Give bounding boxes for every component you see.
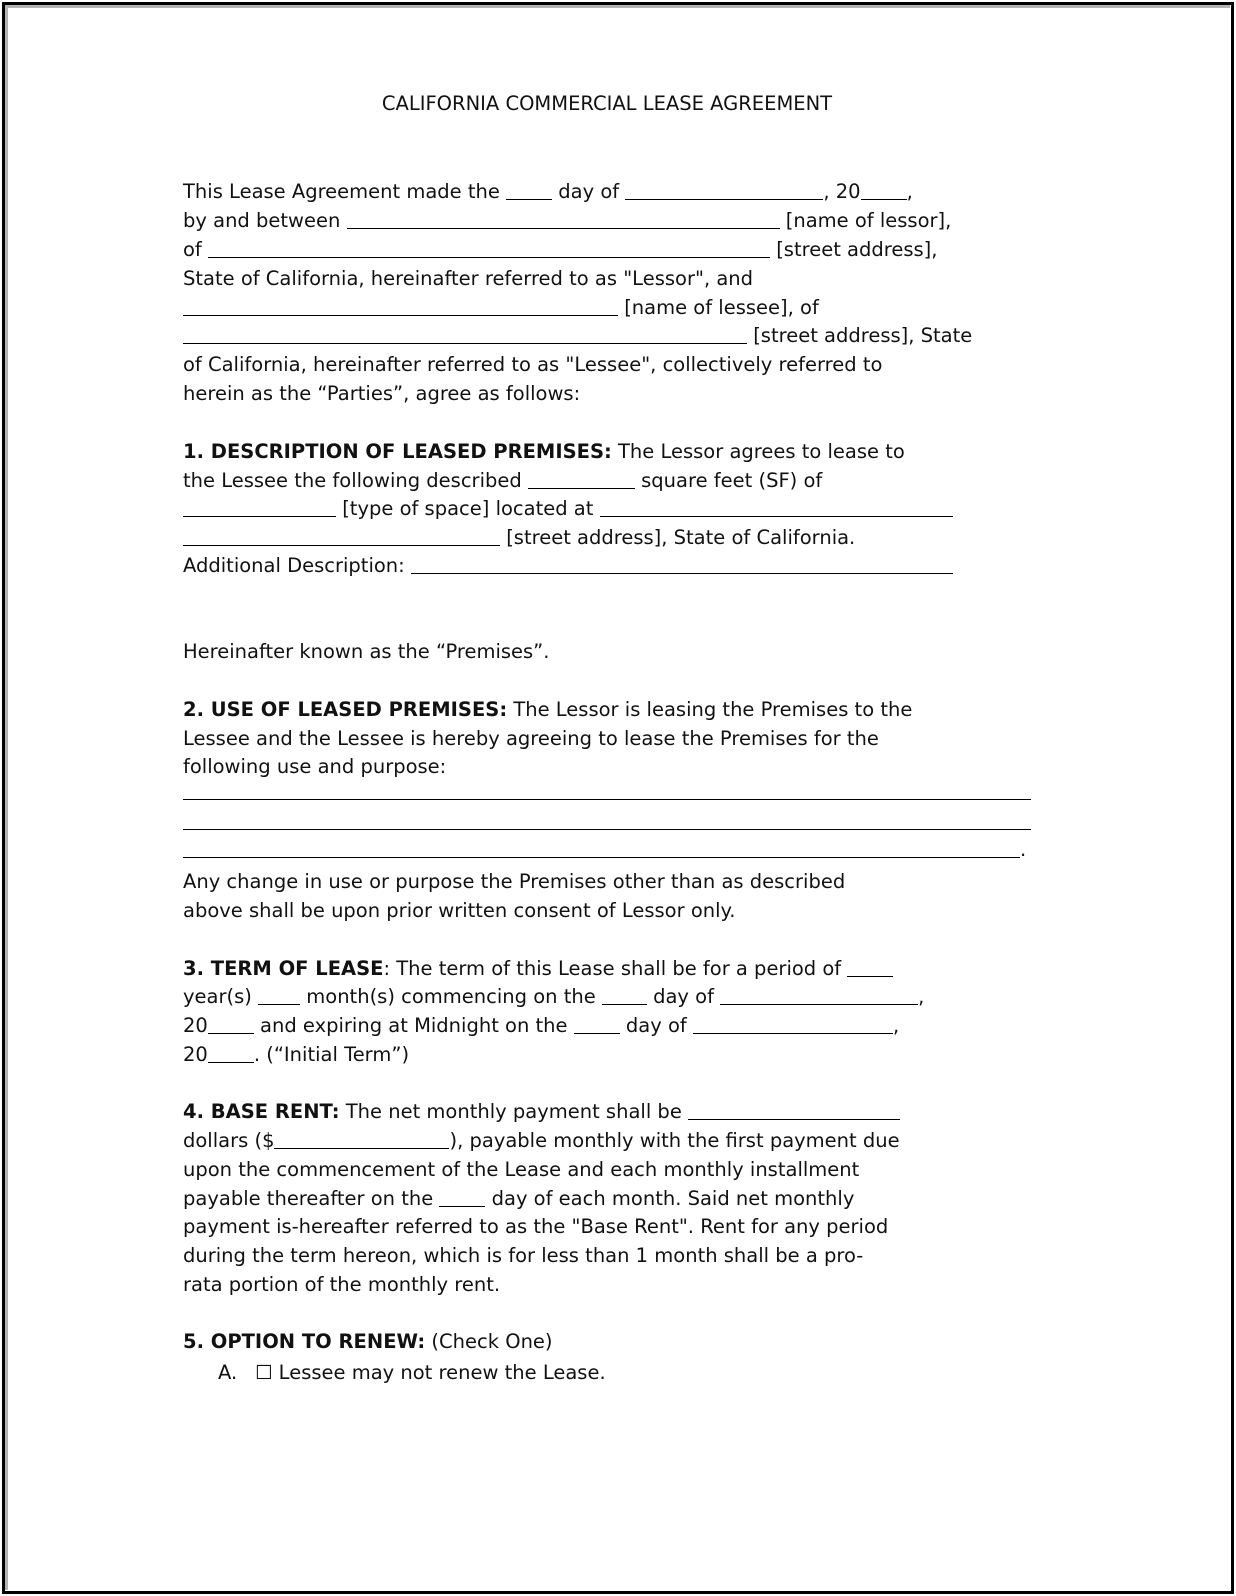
text: day of [552, 180, 626, 203]
intro-line: State of California, hereinafter referred to as "Lessor", and [183, 267, 754, 290]
text: , [906, 180, 913, 203]
blank-rent-day[interactable] [439, 1205, 485, 1207]
text: , 20 [823, 180, 861, 203]
section-1-heading: 1. DESCRIPTION OF LEASED PREMISES: [183, 440, 612, 463]
section-2-line [183, 810, 1031, 834]
blank-rent-words[interactable] [688, 1118, 900, 1120]
section-2-line [183, 698, 912, 722]
intro-line [183, 238, 937, 262]
section-3-line [183, 985, 924, 1009]
section-1-line [183, 469, 822, 493]
text: 20 [183, 1043, 208, 1066]
text: [street address], State [747, 324, 973, 347]
blank-term-months[interactable] [258, 1003, 300, 1005]
text: dollars ($ [183, 1129, 275, 1152]
text: The net monthly payment shall be [339, 1100, 689, 1123]
text: [type of space] located at [336, 497, 600, 520]
text: : The term of this Lease shall be for a period of [383, 957, 848, 980]
text: The Lessor agrees to lease to [611, 440, 905, 463]
section-2-heading: 2. USE OF LEASED PREMISES: [183, 698, 508, 721]
section-3-line [183, 1043, 409, 1067]
text: [street address], [770, 238, 938, 261]
blank-year[interactable] [861, 198, 907, 200]
text: payable thereafter on the [183, 1187, 440, 1210]
section-5-heading: 5. OPTION TO RENEW: [183, 1330, 426, 1353]
section-2-line [183, 780, 1031, 804]
blank-start-year[interactable] [208, 1032, 254, 1034]
text: square feet (SF) of [634, 469, 823, 492]
text: day of each month. Said net monthly [485, 1187, 855, 1210]
section-2-line [183, 838, 1026, 862]
section-4-line: rata portion of the monthly rent. [183, 1273, 501, 1296]
section-3-heading: 3. TERM OF LEASE [183, 957, 384, 980]
intro-line [183, 296, 819, 320]
text: day of [646, 985, 721, 1008]
section-1-line [183, 440, 905, 464]
text: 20 [183, 1014, 208, 1037]
section-4-heading: 4. BASE RENT: [183, 1100, 340, 1123]
section-2-line: following use and purpose: [183, 755, 447, 778]
option-letter: A. [218, 1361, 238, 1384]
section-1-line [183, 497, 953, 521]
blank-end-day[interactable] [574, 1032, 620, 1034]
text: month(s) commencing on the [300, 985, 602, 1008]
blank-lessor-name[interactable] [347, 227, 780, 229]
text: of [183, 238, 208, 261]
text: ), payable monthly with the first payment due [449, 1129, 900, 1152]
section-3-line [183, 957, 893, 981]
checkbox-icon[interactable]: ☐ [255, 1361, 273, 1384]
blank-use-purpose-1[interactable] [183, 798, 1031, 800]
intro-line [183, 324, 972, 348]
blank-start-month[interactable] [720, 1003, 918, 1005]
text: (Check One) [425, 1330, 553, 1353]
blank-end-month[interactable] [693, 1032, 893, 1034]
text: [name of lessor], [779, 209, 952, 232]
section-5-line [183, 1330, 553, 1354]
section-4-line: during the term hereon, which is for less than 1 month shall be a pro- [183, 1244, 864, 1267]
section-3-line [183, 1014, 899, 1038]
section-1-line: Hereinafter known as the “Premises”. [183, 640, 550, 663]
text: by and between [183, 209, 347, 232]
blank-term-years[interactable] [847, 975, 893, 977]
blank-type-of-space[interactable] [183, 515, 336, 517]
blank-month[interactable] [625, 198, 823, 200]
blank-use-purpose-2[interactable] [183, 828, 1031, 830]
text: . (“Initial Term”) [253, 1043, 410, 1066]
text: , [918, 985, 925, 1008]
blank-day[interactable] [506, 198, 552, 200]
text: year(s) [183, 985, 259, 1008]
text: [name of lessee], of [618, 296, 819, 319]
text: the Lessee the following described [183, 469, 528, 492]
blank-rent-amount[interactable] [274, 1147, 449, 1149]
blank-lessee-name[interactable] [183, 314, 618, 316]
section-1-line [183, 526, 855, 550]
intro-line: of California, hereinafter referred to as "Lessee", collectively referred to [183, 353, 883, 376]
text: and expiring at Midnight on the [253, 1014, 574, 1037]
text: [street address], State of California. [500, 526, 856, 549]
text: The Lessor is leasing the Premises to the [507, 698, 913, 721]
text: This Lease Agreement made the [183, 180, 507, 203]
section-4-line [183, 1100, 900, 1124]
blank-premises-address[interactable] [600, 515, 953, 517]
section-4-line: upon the commencement of the Lease and each monthly installment [183, 1158, 860, 1181]
intro-line [183, 180, 913, 204]
text: Additional Description: [183, 554, 411, 577]
text: day of [619, 1014, 693, 1037]
section-2-line: Any change in use or purpose the Premises other than as described [183, 870, 846, 893]
blank-additional-description[interactable] [411, 572, 953, 574]
blank-use-purpose-3[interactable] [183, 856, 1020, 858]
blank-start-day[interactable] [602, 1003, 647, 1005]
blank-lessor-address[interactable] [208, 256, 770, 258]
document-title: CALIFORNIA COMMERCIAL LEASE AGREEMENT [381, 92, 833, 115]
section-4-line: payment is-hereafter referred to as the "Base Rent". Rent for any period [183, 1215, 889, 1238]
text: . [1020, 838, 1027, 861]
text: , [893, 1014, 900, 1037]
intro-line [183, 209, 951, 233]
section-1-line [183, 554, 953, 578]
blank-end-year[interactable] [208, 1061, 254, 1063]
blank-lessee-address[interactable] [183, 342, 747, 344]
intro-line: herein as the “Parties”, agree as follows: [183, 382, 581, 405]
blank-premises-address-2[interactable] [183, 544, 500, 546]
option-label: Lessee may not renew the Lease. [272, 1361, 606, 1384]
section-4-line [183, 1187, 854, 1211]
section-2-line: above shall be upon prior written consent of Lessor only. [183, 899, 736, 922]
option-a[interactable] [255, 1361, 606, 1385]
section-2-line: Lessee and the Lessee is hereby agreeing to lease the Premises for the [183, 727, 879, 750]
section-4-line [183, 1129, 900, 1153]
blank-square-feet[interactable] [528, 487, 635, 489]
